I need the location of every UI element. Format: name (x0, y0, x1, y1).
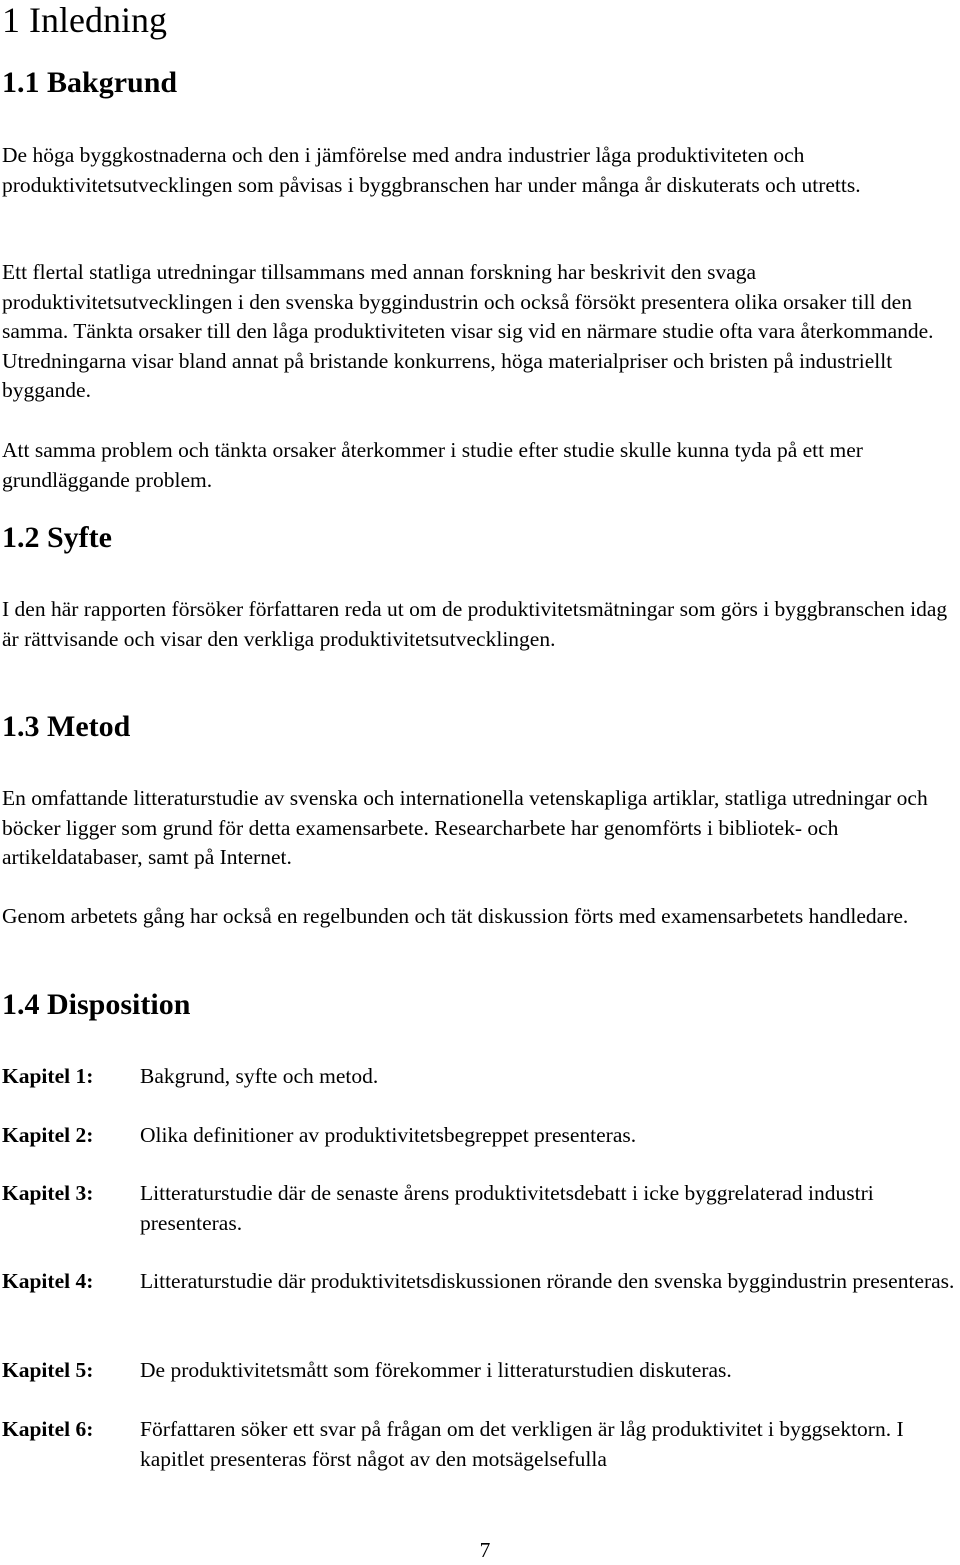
paragraph-syfte-1: I den här rapporten försöker författaren reda ut om de produktivitetsmätningar som görs i byggbranschen idag är rättvisande och visar den verkliga produktivitetsutvecklingen. (2, 597, 948, 651)
chapter-label: Kapitel 1: (2, 1064, 94, 1088)
chapter-description: Litteraturstudie där produktivitetsdiskussionen rörande den svenska byggindustrin presenteras. (140, 1269, 955, 1293)
chapter-description: Olika definitioner av produktivitetsbegreppet presenteras. (140, 1123, 637, 1147)
section-heading-metod: 1.3 Metod (2, 710, 131, 743)
paragraph-bakgrund-1: De höga byggkostnaderna och den i jämförelse med andra industrier låga produktiviteten och produktivitetsutvecklingen som påvisas i byggbranschen har under många år diskuterats och utretts. (2, 143, 861, 197)
paragraph-bakgrund-2: Ett flertal statliga utredningar tillsammans med annan forskning har beskrivit den svaga produktivitetsutvecklingen i den svenska byggindustrin och också försökt presentera olika orsaker till den samma. Tänkta orsaker till den låga produktiviteten visar sig vid en närmare studie ofta vara återkommande. Utredningarna visar bland annat på bristande konkurrens, höga materialpriser och bristen på industriellt byggande. (2, 260, 934, 402)
section-heading-disposition: 1.4 Disposition (2, 988, 191, 1021)
chapter-description: Författaren söker ett svar på frågan om det verkligen är låg produktivitet i byggsektorn. I kapitlet presenteras först något av den motsägelsefulla (140, 1417, 904, 1471)
page-number: 7 (479, 1538, 491, 1562)
chapter-label: Kapitel 2: (2, 1123, 94, 1147)
chapter-label: Kapitel 3: (2, 1181, 94, 1205)
section-heading-bakgrund: 1.1 Bakgrund (2, 66, 178, 99)
paragraph-metod-1: En omfattande litteraturstudie av svenska och internationella vetenskapliga artiklar, statliga utredningar och böcker ligger som grund för detta examensarbete. Researcharbete har genomförts i bibliotek- och artikeldatabaser, samt på Internet. (2, 786, 928, 869)
paragraph-bakgrund-3: Att samma problem och tänkta orsaker återkommer i studie efter studie skulle kunna tyda på ett mer grundläggande problem. (2, 438, 863, 492)
paragraph-metod-2: Genom arbetets gång har också en regelbunden och tät diskussion förts med examensarbetets handledare. (2, 904, 909, 928)
chapter-heading: 1 Inledning (2, 0, 167, 40)
chapter-label: Kapitel 5: (2, 1358, 94, 1382)
chapter-label: Kapitel 4: (2, 1269, 94, 1293)
chapter-description: Bakgrund, syfte och metod. (140, 1064, 379, 1088)
section-heading-syfte: 1.2 Syfte (2, 521, 112, 554)
chapter-label: Kapitel 6: (2, 1417, 94, 1441)
chapter-description: De produktivitetsmått som förekommer i litteraturstudien diskuteras. (140, 1358, 732, 1382)
chapter-description: Litteraturstudie där de senaste årens produktivitetsdebatt i icke byggrelaterad industri presenteras. (140, 1181, 874, 1235)
